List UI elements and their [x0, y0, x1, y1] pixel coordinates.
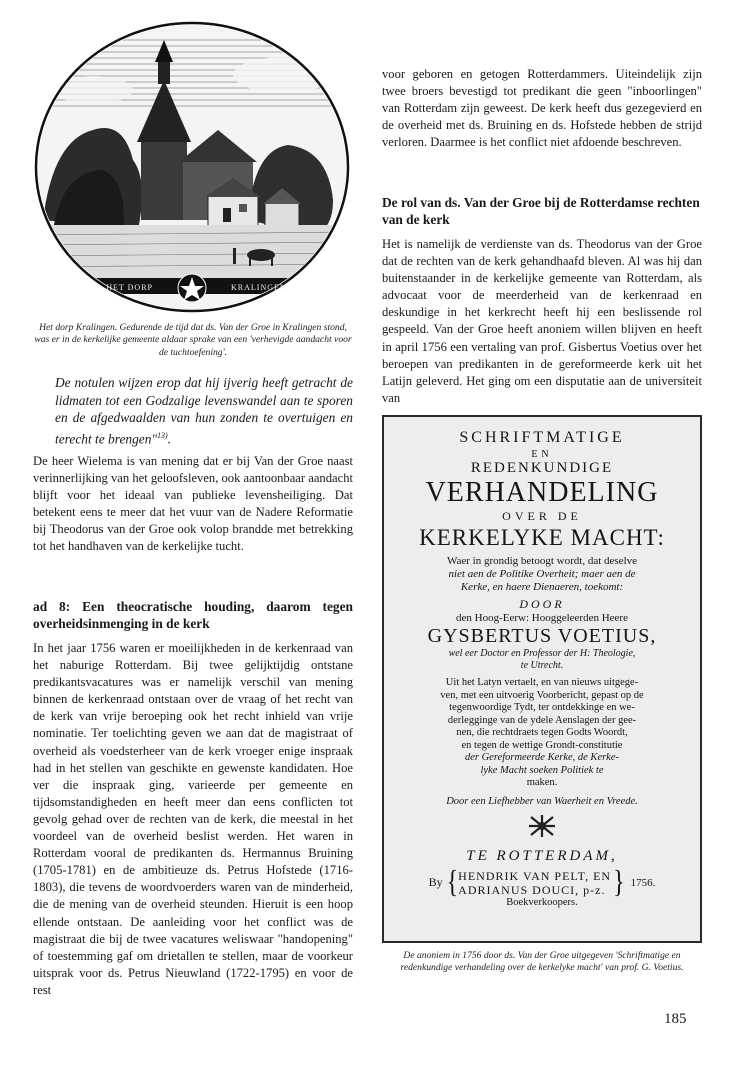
tp-line-6: KERKELYKE MACHT: [419, 525, 665, 550]
tp-line-18: derlegginge van de ydele Aenslagen der gee- [447, 714, 637, 726]
tp-imprint-year: 1756. [630, 876, 656, 889]
tp-line-22: lyke Macht soeken Politiek te [480, 764, 604, 776]
tp-line-2: EN [531, 449, 553, 460]
tp-line-10: DOOR [519, 597, 565, 611]
tp-line-25: TE ROTTERDAM, [466, 847, 618, 864]
block-quote: De notulen wijzen erop dat hij ijverig heeft getracht de lidmaten tot een Godzalige levenswandel aan te sporen en de afgedwaalden van hun zonden te overtuigen en terecht te brengen"$^{13)}$. [55, 375, 353, 447]
tp-line-24: Door een Liefhebber van Waerheit en Vreede. [446, 795, 638, 807]
tp-ornament [384, 815, 700, 842]
tp-imprint-by: By [428, 875, 443, 889]
banner-right-text: KRALINGEN [231, 283, 287, 292]
tp-imprint-2: ADRIANUS DOUCI, p-z. [458, 882, 606, 897]
tp-line-23: maken. [526, 777, 558, 788]
tp-imprint [384, 865, 700, 900]
right-paragraph-1: voor geboren en getogen Rotterdammers. Uiteindelijk zijn twee broers bevestigd tot predikant die geen "inboorlingen" van Rotterdam zijn geweest. De kerk heeft dus gezegevierd en de overheid met ds. Bruining en ds. Hofstede hebben de strijd verloren. Daarmee is het conflict niet afdoende beschreven. [382, 67, 702, 150]
tp-line-17: tegenwoordige Tydt, ter ontdekkinge en we- [449, 702, 635, 713]
tp-line-14: te Utrecht. [520, 660, 564, 671]
section-heading-ad8: ad 8: Een theocratische houding, daarom tegen overheidsinmenging in de kerk [33, 599, 353, 631]
tp-line-4: VERHANDELING [425, 477, 659, 508]
right-brace: } [613, 865, 625, 900]
title-page-caption: De anoniem in 1756 door ds. Van der Groe uitgegeven 'Schriftmatige en redenkundige verhandeling over de kerkelyke macht' van prof. G. Voetius. [400, 950, 684, 974]
footnote-ref: 13) [157, 430, 168, 440]
tp-line-8: niet aen de Politike Overheit; maer aen de [448, 568, 636, 580]
left-paragraph-2: In het jaar 1756 waren er moeilijkheden in de kerkenraad van het naburige Rotterdam. Bij twee gelijktijdig ontstane predikantsvacatures was er namelijk verschil van mening binnen de kerkenraad ontstaan over de vraag of het recht van de kerk van vrije beroeping ook het recht inhield van vrije nominatie. Ter toelichting geven we aan dat de magistraat of overheid als voedsterheer van de kerk vroeger enige inspraak had in het stellen van geschikte en gewenste kandidaten. Hoe ver die inspraak ging, varieerde per gemeente en tijdsomstandigheden en heeft meer dan eens conflicten tot gevolg gehad over de rechten van de kerk, die meestal in het voordeel van de overheid beslist werden. Het waren in Rotterdam vooral de predikanten ds. Hermannus Bruining (1705-1781) en de ambitieuze ds. Petrus Hofstede (1716-1803), die tevens de woordvoerders waren van de minderheid, die de mening van de overheid steunden. Hieruit is een hoop ellende ontstaan. De aanleiding voor het conflict was de magistraat die bij de twee vacatures weliswaar "handopening" of toestemming gaf om drietallen te stellen, maar de voorkeur uitsprak voor ds. Petrus Nieuwland (1722-1795) en voor de rest [33, 641, 353, 997]
left-brace: { [446, 865, 459, 900]
left-paragraph-1: De heer Wielema is van mening dat er bij Van der Groe naast verinnerlijking van het geloofsleven, ook aantoonbaar aandacht blijft voor het ideaal van publieke levensheiliging. Dat betekent eens te meer dat het vuur van de Nadere Reformatie bij Theodorus van der Groe ook volop brandde met betrekking tot het handhaven van de kerkelijke tucht. [33, 454, 353, 554]
ornament-icon [529, 815, 555, 837]
tp-line-15: Uit het Latyn vertaelt, en van nieuws uitgege- [445, 677, 639, 688]
tp-imprint-3: Boekverkoopers. [506, 896, 578, 908]
tp-line-7: Waer in grondig betoogt wordt, dat deselve [446, 555, 638, 567]
title-page-reproduction [382, 415, 702, 943]
tp-imprint-1: HENDRIK VAN PELT, EN [458, 868, 612, 883]
tp-line-20: en tegen de wettige Grondt-constitutie [461, 739, 623, 751]
tp-line-12: GYSBERTUS VOETIUS, [427, 625, 657, 647]
section-heading-rol: De rol van ds. Van der Groe bij de Rotterdamse rechten van de kerk [382, 195, 700, 227]
tp-line-11: den Hoog-Eerw: Hooggeleerden Heere [456, 612, 628, 624]
quote-text: De notulen wijzen erop dat hij ijverig heeft getracht de lidmaten tot een Godzalige levenswandel aan te sporen en de afgedwaalden van hun zonden te overtuigen en terecht te brengen" [55, 375, 353, 447]
tp-line-21: der Gereformeerde Kerke, de Kerke- [464, 752, 620, 763]
tp-line-5: OVER DE [502, 509, 582, 523]
tp-line-16: ven, met een uitvoerig Voorbericht, gepast op de [440, 689, 644, 701]
tp-line-13: wel eer Doctor en Professor der H: Theologie, [448, 648, 636, 659]
banner-left-text: HET DORP [106, 283, 153, 292]
tp-line-19: nen, die rechtdraets tegen Godts Woordt, [456, 727, 628, 738]
kralingen-engraving [33, 20, 351, 316]
tp-line-1: SCHRIFTMATIGE [459, 429, 625, 446]
tp-line-3: REDENKUNDIGE [470, 460, 614, 476]
right-paragraph-2: Het is namelijk de verdienste van ds. Theodorus van der Groe dat de rechten van de kerk gehandhaafd bleven. Al was hij dan buitenstaander in de kerkelijke gemeente van Rotterdam, als advocaat voor de meerderheid van de kerkenraad en deskundige in het kerkrecht heeft hij een beslissende rol gespeeld. Van der Groe heeft anoniem willen blijven en heeft in april 1756 een vertaling van prof. Gisbertus Voetius over het beroepen van predikanten in de gereformeerde kerk uit het Latijn geleverd. Het ging om een disputatie aan de universiteit van [382, 237, 702, 405]
page-number: 185 [664, 1011, 687, 1027]
tp-line-9: Kerke, en haere Dienaeren, toekomt: [460, 581, 624, 593]
engraving-caption: Het dorp Kralingen. Gedurende de tijd dat ds. Van der Groe in Kralingen stond, was er in de kerkelijke gemeente aldaar sprake van een 'verhevigde aandacht voor de tuchtoefening'. [34, 322, 352, 358]
engraving-image [33, 20, 351, 316]
